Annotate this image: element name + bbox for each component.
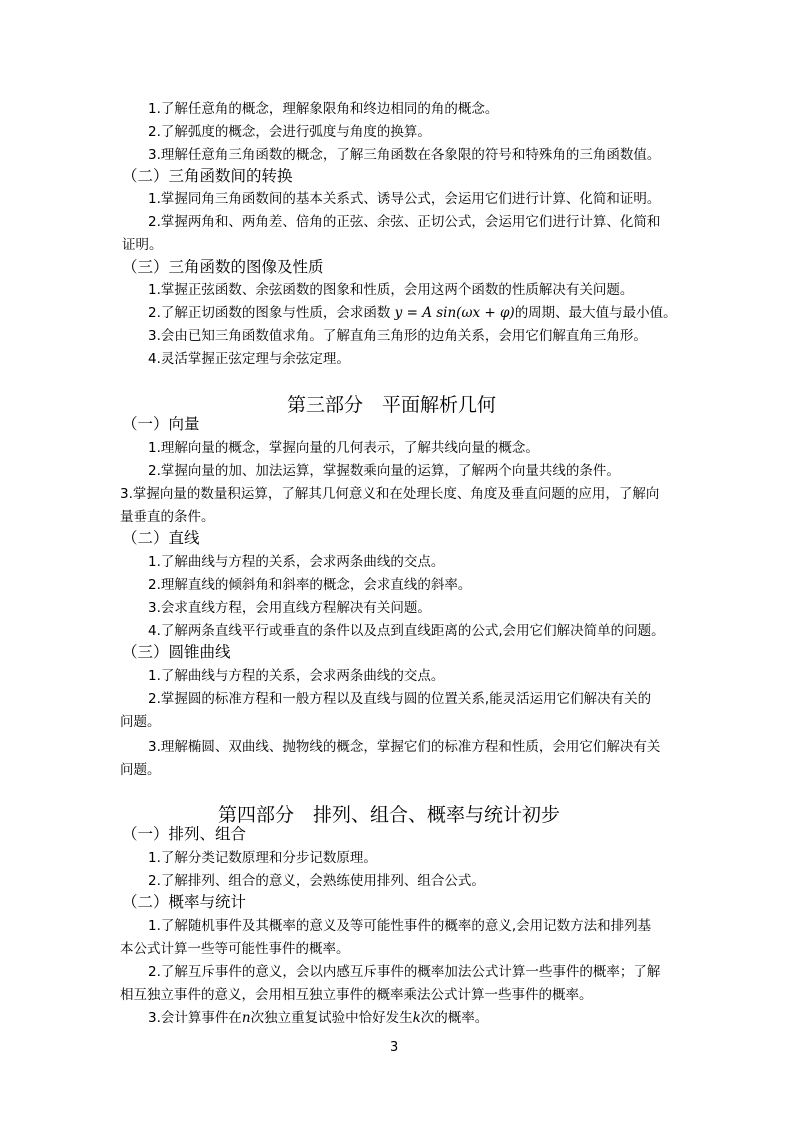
text-line: 1.了解曲线与方程的关系，会求两条曲线的交点。 (148, 554, 445, 570)
text-line: 1.了解分类记数原理和分步记数原理。 (148, 850, 377, 866)
section-heading: （三）三角函数的图像及性质 (122, 258, 324, 276)
section-heading: （三）圆锥曲线 (122, 643, 231, 661)
text-line: 3.会由已知三角函数值求角。了解直角三角形的边角关系，会用它们解直角三角形。 (148, 328, 647, 344)
text-fragment: 3.会计算事件在 (148, 1010, 242, 1026)
text-line: 证明。 (122, 237, 163, 253)
page-number: 3 (390, 1040, 399, 1055)
section-heading: （一）向量 (122, 415, 200, 433)
text-line: 1.了解曲线与方程的关系，会求两条曲线的交点。 (148, 668, 445, 684)
text-line: 2.掌握两角和、两角差、倍角的正弦、余弦、正切公式，会运用它们进行计算、化简和 (148, 214, 661, 230)
text-line: 1.了解任意角的概念，理解象限角和终边相同的角的概念。 (148, 101, 499, 117)
variable-k: k (412, 1010, 421, 1026)
section-heading: （一）排列、组合 (122, 825, 247, 843)
text-line (148, 1008, 488, 1028)
text-line: 2.了解排列、组合的意义，会熟练使用排列、组合公式。 (148, 873, 485, 889)
section-heading: （二）概率与统计 (122, 893, 247, 911)
text-fragment: 的周期、最大值与最小值。 (514, 305, 677, 321)
text-line: 问题。 (120, 762, 161, 778)
section-heading: （二）三角函数间的转换 (122, 167, 293, 185)
part-title: 第三部分 平面解析几何 (287, 394, 497, 416)
text-line: 3.理解椭圆、双曲线、抛物线的概念，掌握它们的标准方程和性质，会用它们解决有关 (148, 739, 661, 755)
part-title: 第四部分 排列、组合、概率与统计初步 (218, 804, 561, 826)
text-fragment: 次的概率。 (420, 1010, 489, 1026)
text-line: 3.理解任意角三角函数的概念，了解三角函数在各象限的符号和特殊角的三角函数值。 (148, 147, 661, 163)
text-line: 1.了解随机事件及其概率的意义及等可能性事件的概率的意义,会用记数方法和排列基 (148, 918, 652, 934)
text-line: 1.理解向量的概念，掌握向量的几何表示，了解共线向量的概念。 (148, 440, 539, 456)
text-line: 1.掌握正弦函数、余弦函数的图象和性质，会用这两个函数的性质解决有关问题。 (148, 282, 634, 298)
text-line: 2.掌握圆的标准方程和一般方程以及直线与圆的位置关系,能灵活运用它们解决有关的 (148, 691, 652, 707)
text-line: 相互独立事件的意义，会用相互独立事件的概率乘法公式计算一些事件的概率。 (120, 987, 593, 1003)
section-heading: （二）直线 (122, 529, 200, 547)
text-line: 3.会求直线方程，会用直线方程解决有关问题。 (148, 600, 431, 616)
text-fragment: 2.了解正切函数的图象与性质，会求函数 (148, 305, 395, 321)
text-line: 2.掌握向量的加、加法运算，掌握数乘向量的运算，了解两个向量共线的条件。 (148, 463, 620, 479)
text-line: 问题。 (120, 714, 161, 730)
text-line: 量垂直的条件。 (120, 509, 215, 525)
text-line: 4.灵活掌握正弦定理与余弦定理。 (148, 351, 350, 367)
text-line (148, 303, 677, 323)
variable-n: n (241, 1010, 251, 1026)
text-fragment: 次独立重复试验中恰好发生 (250, 1010, 413, 1026)
text-line: 本公式计算一些等可能性事件的概率。 (120, 941, 350, 957)
text-line: 2.了解弧度的概念，会进行弧度与角度的换算。 (148, 124, 431, 140)
text-line: 4.了解两条直线平行或垂直的条件以及点到直线距离的公式,会用它们解决简单的问题。 (148, 623, 665, 639)
text-line: 1.掌握同角三角函数间的基本关系式、诱导公式，会运用它们进行计算、化简和证明。 (148, 191, 661, 207)
formula: y = A sin(ωx + φ) (394, 305, 515, 321)
text-line: 3.掌握向量的数量积运算，了解其几何意义和在处理长度、角度及垂直问题的应用，了解向 (120, 486, 660, 502)
text-line: 2.理解直线的倾斜角和斜率的概念，会求直线的斜率。 (148, 577, 472, 593)
text-line: 2.了解互斥事件的意义，会以内感互斥事件的概率加法公式计算一些事件的概率；了解 (148, 964, 661, 980)
